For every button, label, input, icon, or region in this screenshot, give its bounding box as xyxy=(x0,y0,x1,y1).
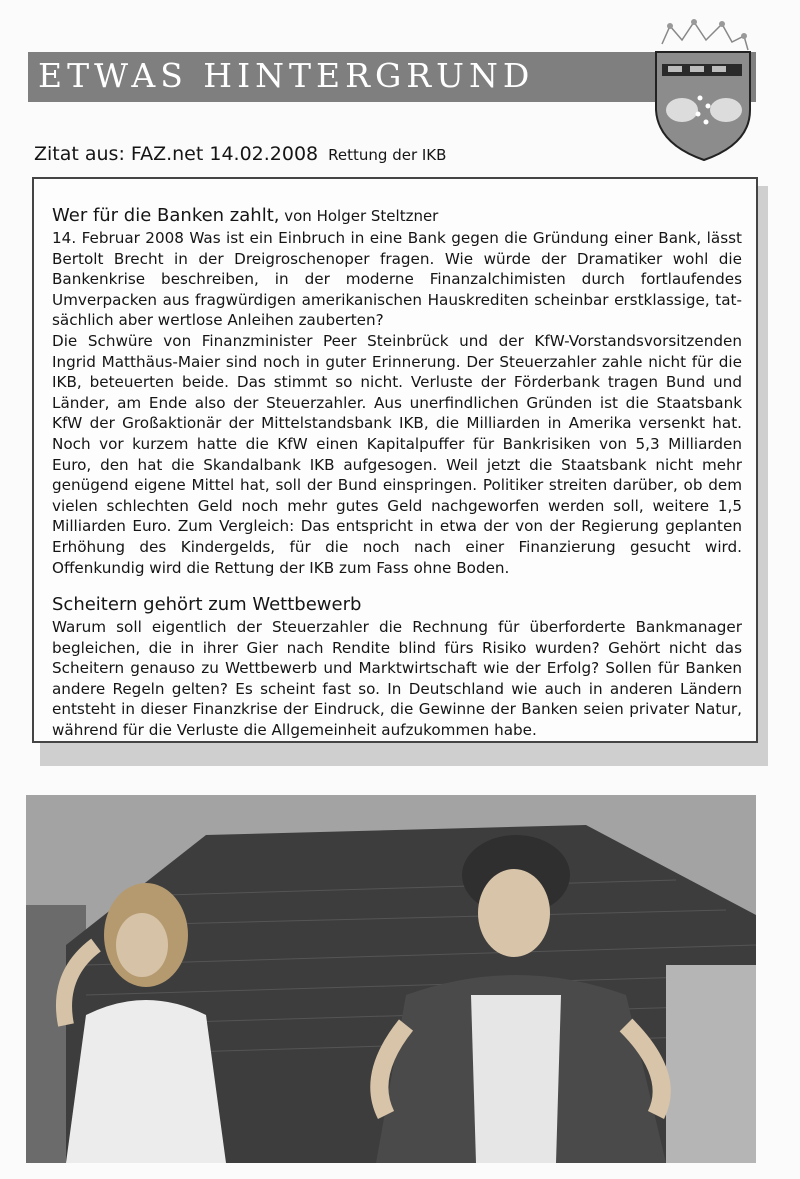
article-heading xyxy=(52,205,742,226)
article-paragraph-3: Warum soll eigentlich der Steuerzahler die Rechnung für überforderte Bankmanager begleichen, die in ihrer Gier nach Rendite blind fürs Risiko wurden? Gehört nicht das Scheitern genauso zu Wettbewerb und Marktwirtschaft wie der Erfolg? Sollen für Banken andere Regeln gelten? Es scheint fast so. In Deutschland wie auch in anderen Ländern entsteht in dieser Finanzkrise der Eindruck, die Gewinne der Banken seien privater Natur, während für die Verluste die Allgemeinheit aufzukommen habe. xyxy=(52,618,742,740)
photo-illustration xyxy=(26,795,756,1163)
article-paragraph-1: 14. Februar 2008 Was ist ein Einbruch in eine Bank gegen die Gründung einer Bank, lässt Bertolt Brecht in der Dreigroschenoper fragen. Wie würde der Dramatiker wohl die Bankenkrise beschreiben, in der moderne Finanzalchimisten durch fortlaufendes Umverpacken aus fragwürdigen amerikanischen Hauskrediten scheinbar erstklassige, tatsächlich aber wertlose Anleihen zauberten? xyxy=(52,229,742,330)
citation-topic: Rettung der IKB xyxy=(328,146,447,164)
article-subheading: Scheitern gehört zum Wettbewerb xyxy=(52,594,362,616)
citation-line xyxy=(34,143,446,165)
article-paragraph-2: Die Schwüre von Finanzminister Peer Steinbrück und der KfW-Vorstandsvorsitzenden Ingrid Matthäus-Maier sind noch in guter Erinnerung. Der Steuerzahler zahle nicht für die IKB, beteuerten beide. Das stimmt so nicht. Verluste der Förderbank tragen Bund und Länder, am Ende also der Steuerzahler. Aus unerfindlichen Gründen ist die Staatsbank KfW der Großaktionär der Mittelstandsbank IKB, die Milliarden in Amerika versenkt hat. Noch vor kurzem hatte die KfW einen Kapitalpuffer für Bankrisiken von 5,3 Milliarden Euro, den hat die Skandalbank IKB aufgesogen. Weil jetzt die Staatsbank nicht mehr genügend eigene Mittel hat, soll der Bund einspringen. Politiker streiten darüber, ob dem vielen schlechten Geld noch mehr gutes Geld nachgeworfen werden soll, weitere 1,5 Milliarden Euro. Zum Vergleich: Das entspricht in etwa der von der Regierung geplanten Erhöhung des Kindergelds, für die noch nach einer Finanzierung gesucht wird. Offenkundig wird die Rettung der IKB zum Fass ohne Boden. xyxy=(52,331,742,577)
section-title: ETWAS HINTERGRUND xyxy=(38,56,535,95)
citation-source: Zitat aus: FAZ.net 14.02.2008 xyxy=(34,143,319,165)
article-byline: von Holger Steltzner xyxy=(279,207,439,225)
article-title: Wer für die Banken zahlt, xyxy=(52,205,280,226)
article-box xyxy=(32,177,758,743)
event-photo xyxy=(26,795,756,1163)
coat-of-arms-crest-icon xyxy=(648,14,760,164)
photo-building xyxy=(666,965,756,1163)
